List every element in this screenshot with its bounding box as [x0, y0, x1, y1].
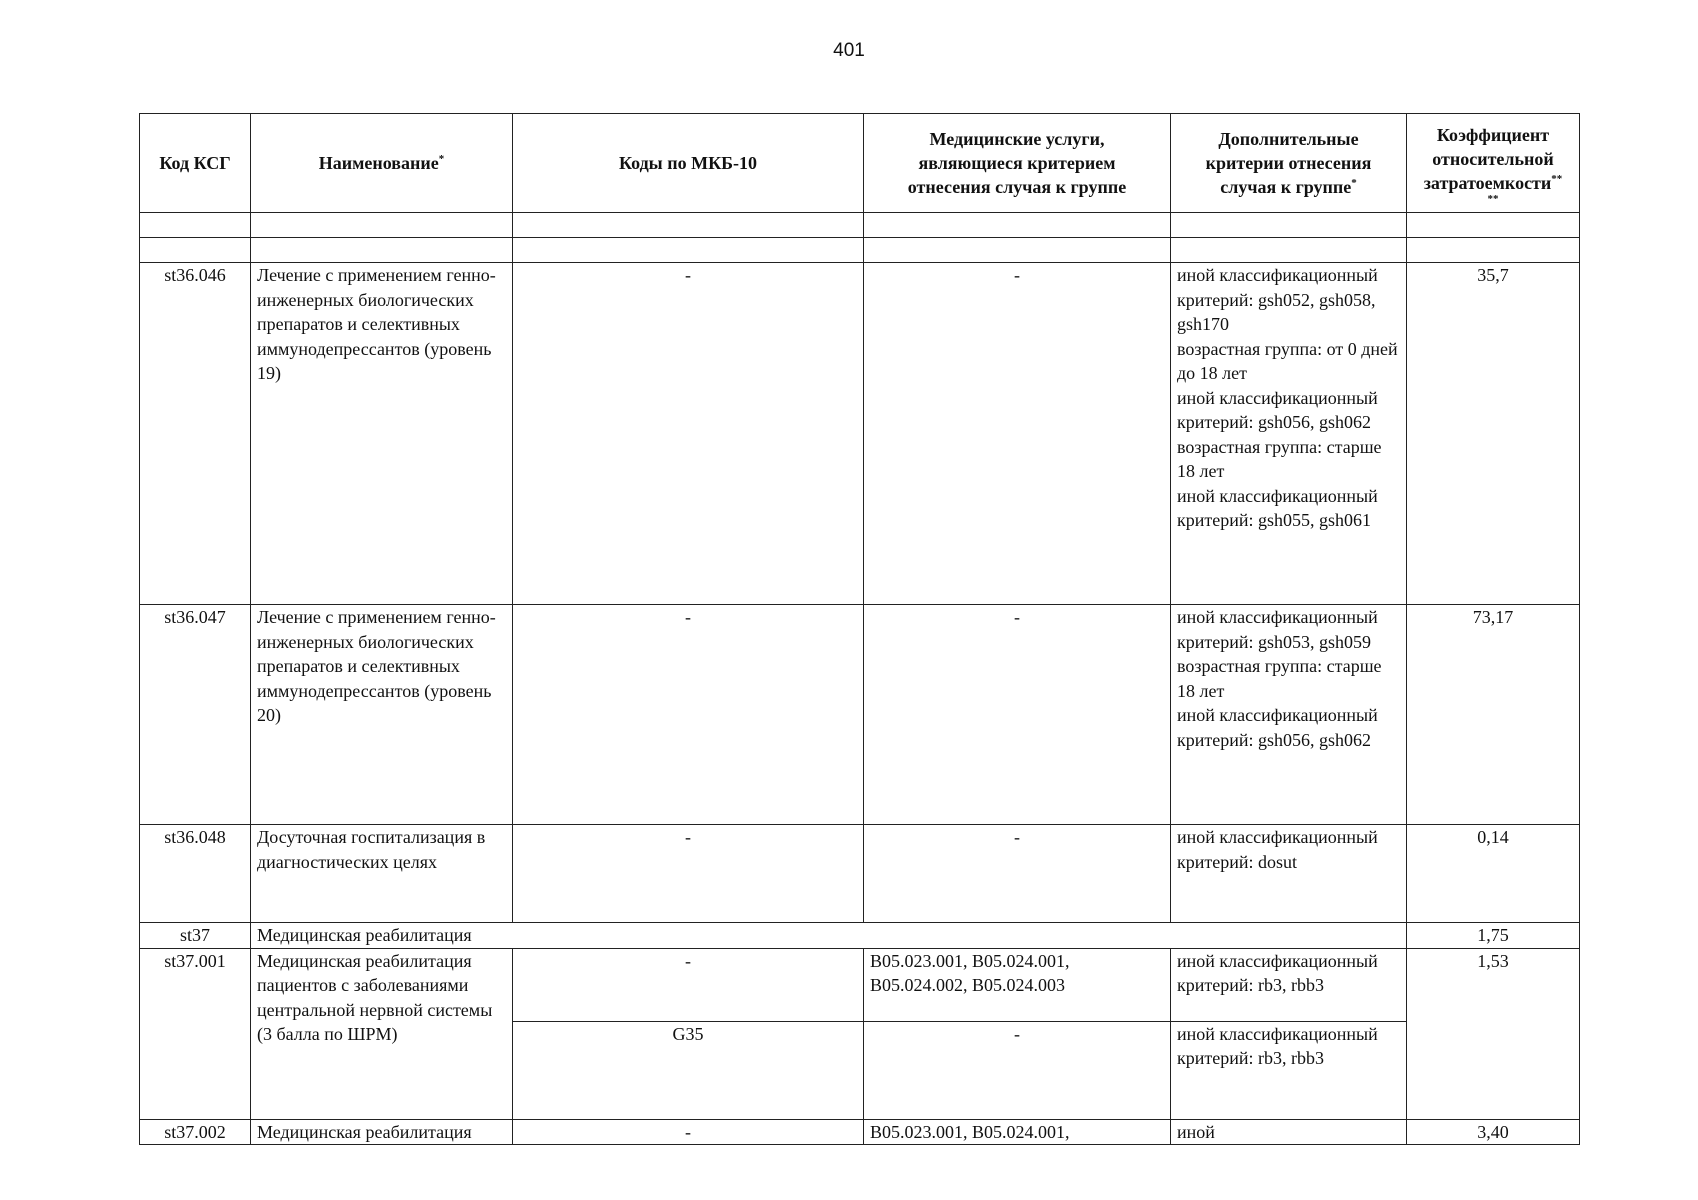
cell-mkb: G35	[513, 1021, 864, 1119]
cell-name: Лечение с применением генно-инженерных биологических препаратов и селективных иммунодепрессантов (уровень 20)	[251, 605, 513, 825]
cell-coef: 0,14	[1407, 825, 1580, 923]
header-coef: Коэффициент относительной затратоемкости** **	[1407, 114, 1580, 213]
criteria-line: иной классификационный критерий: dosut	[1177, 827, 1378, 872]
cell-mkb: -	[513, 605, 864, 825]
table-row-st37-group	[140, 923, 1580, 949]
criteria-line: иной классификационный критерий: gsh056, gsh062	[1177, 705, 1378, 750]
header-criteria: Дополнительные критерии отнесения случая к группе*	[1171, 114, 1407, 213]
cell-group-name: Медицинская реабилитация	[251, 923, 1407, 949]
table-row-st36-046	[140, 263, 1580, 605]
cell-services: -	[864, 605, 1171, 825]
page-number: 401	[833, 40, 865, 61]
blank-row	[140, 238, 1580, 263]
cell-code: st36.047	[140, 605, 251, 825]
header-code: Код КСГ	[140, 114, 251, 213]
cell-services: -	[864, 1021, 1171, 1119]
header-mkb: Коды по МКБ-10	[513, 114, 864, 213]
cell-name: Медицинская реабилитация	[251, 1119, 513, 1145]
cell-mkb: -	[513, 948, 864, 1021]
criteria-line: иной классификационный критерий: gsh056, gsh062	[1177, 387, 1378, 432]
cell-mkb: -	[513, 263, 864, 605]
cell-mkb: -	[513, 825, 864, 923]
cell-services: -	[864, 263, 1171, 605]
cell-services: B05.023.001, B05.024.001, B05.024.002, B05.024.003	[864, 948, 1171, 1021]
cell-coef: 35,7	[1407, 263, 1580, 605]
criteria-line: иной классификационный критерий: gsh055, gsh061	[1177, 485, 1378, 530]
blank-row	[140, 213, 1580, 238]
cell-criteria: иной классификационный критерий: rb3, rbb3	[1171, 948, 1407, 1021]
criteria-line: возрастная группа: старше 18 лет	[1177, 656, 1382, 701]
criteria-line: возрастная группа: старше 18 лет	[1177, 436, 1382, 481]
cell-name: Досуточная госпитализация в диагностических целях	[251, 825, 513, 923]
table-row-st37-002	[140, 1119, 1580, 1145]
criteria-line: возрастная группа: от 0 дней до 18 лет	[1177, 338, 1398, 383]
cell-criteria	[1171, 605, 1407, 825]
cell-code: st36.048	[140, 825, 251, 923]
table-row-st36-048	[140, 825, 1580, 923]
table-row-st36-047	[140, 605, 1580, 825]
header-row	[140, 114, 1580, 213]
header-services: Медицинские услуги, являющиеся критерием отнесения случая к группе	[864, 114, 1171, 213]
cell-coef: 3,40	[1407, 1119, 1580, 1145]
cell-code: st37.002	[140, 1119, 251, 1145]
table-row-st37-001	[140, 948, 1580, 1021]
criteria-line: иной классификационный критерий: gsh053, gsh059	[1177, 607, 1378, 652]
criteria-line: иной классификационный критерий: gsh052, gsh058, gsh170	[1177, 265, 1378, 334]
cell-name: Медицинская реабилитация пациентов с заболеваниями центральной нервной системы (3 балла по ШРМ)	[251, 948, 513, 1119]
cell-criteria: иной классификационный критерий: rb3, rbb3	[1171, 1021, 1407, 1119]
cell-criteria	[1171, 263, 1407, 605]
cell-coef: 1,53	[1407, 948, 1580, 1119]
cell-services: -	[864, 825, 1171, 923]
cell-services: B05.023.001, B05.024.001,	[864, 1119, 1171, 1145]
cell-coef: 1,75	[1407, 923, 1580, 949]
cell-criteria: иной	[1171, 1119, 1407, 1145]
cell-mkb: -	[513, 1119, 864, 1145]
cell-coef: 73,17	[1407, 605, 1580, 825]
ksg-table	[139, 113, 1580, 1145]
cell-code: st36.046	[140, 263, 251, 605]
cell-criteria	[1171, 825, 1407, 923]
cell-code: st37.001	[140, 948, 251, 1119]
cell-name: Лечение с применением генно-инженерных биологических препаратов и селективных иммунодепрессантов (уровень 19)	[251, 263, 513, 605]
header-name: Наименование*	[251, 114, 513, 213]
cell-code: st37	[140, 923, 251, 949]
